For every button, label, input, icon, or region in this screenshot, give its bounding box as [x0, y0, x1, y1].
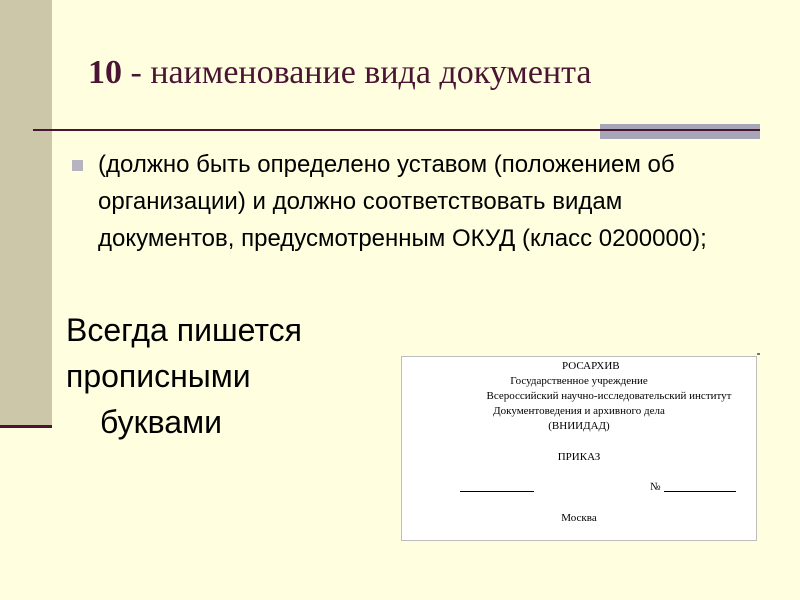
left-band-rule [0, 425, 52, 428]
doc-city: Москва [561, 512, 597, 524]
title-number: 10 [88, 54, 122, 91]
title-text: - наименование вида документа [122, 54, 592, 91]
doc-institute-name: Всероссийский научно-исследовательский институт [486, 390, 732, 402]
left-decorative-band [0, 0, 52, 425]
title-accent-line [600, 129, 760, 131]
square-bullet-icon [72, 160, 83, 171]
document-corner-mark [757, 353, 760, 355]
doc-rosarkhiv: РОСАРХИВ [562, 360, 620, 372]
doc-date-field [460, 481, 534, 492]
document-sample-image [401, 356, 757, 541]
slide-title [88, 54, 768, 92]
main-statement-line-2: буквами [100, 404, 222, 440]
doc-number-label: № [650, 481, 661, 493]
doc-abbreviation: (ВНИИДАД) [548, 420, 610, 432]
title-underline [33, 129, 603, 131]
doc-type-heading: ПРИКАЗ [557, 451, 601, 463]
bullet-text: (должно быть определено уставом (положением об организации) и должно соответствовать видам документов, предусмотренным ОКУД (класс 0200000); [98, 151, 707, 252]
doc-institution-type: Государственное учреждение [510, 375, 648, 387]
doc-institute-name-2: Документоведения и архивного дела [493, 405, 665, 417]
main-statement-line-1: Всегда пишется прописными [66, 312, 302, 394]
title-accent-bar [600, 124, 760, 139]
main-statement [66, 307, 396, 445]
doc-number-field [664, 481, 736, 492]
